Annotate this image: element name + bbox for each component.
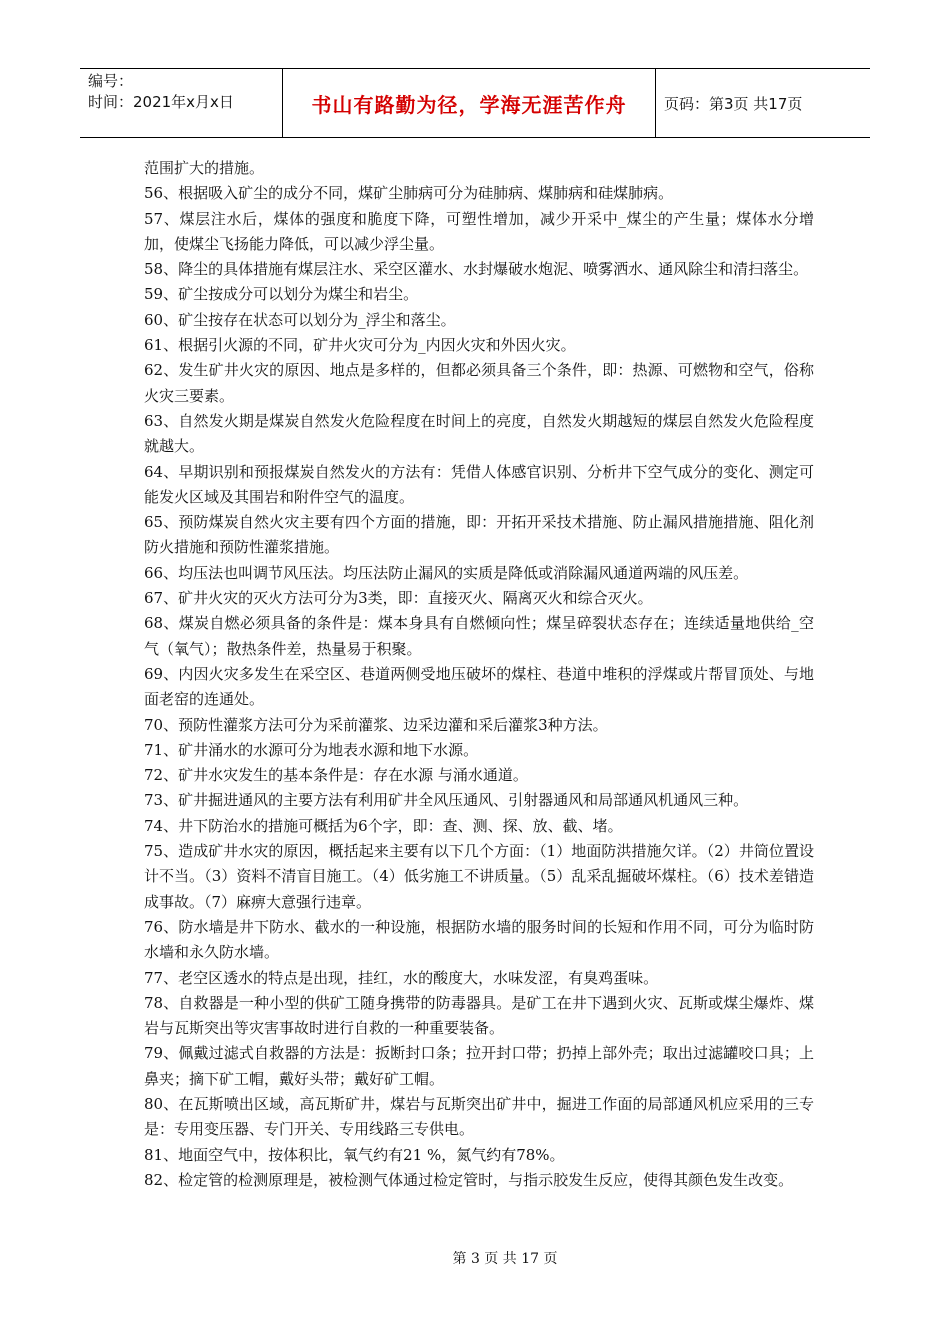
header-page-number: 页码：第3页 共17页 bbox=[664, 94, 803, 113]
paragraph: 66、均压法也叫调节风压法。均压法防止漏风的实质是降低或消除漏风通道两端的风压差。 bbox=[144, 563, 749, 582]
paragraph: 61、根据引火源的不同，矿井火灾可分为_内因火灾和外因火灾。 bbox=[144, 336, 576, 355]
paragraph: 71、矿井涌水的水源可分为地表水源和地下水源。 bbox=[144, 740, 479, 759]
paragraph: 75、造成矿井水灾的原因，概括起来主要有以下几个方面：（1）地面防洪措施欠详。（2）井筒位置设计不当。（3）资料不清盲目施工。（4）低劣施工不讲质量。（5）乱采乱掘破坏煤柱。（6）技术差错造成事故。（7）麻痹大意强行违章。 bbox=[144, 842, 814, 911]
paragraph: 62、发生矿井火灾的原因、地点是多样的，但都必须具备三个条件，即：热源、可燃物和空气，俗称火灾三要素。 bbox=[144, 361, 814, 405]
document-number-label: 编号： bbox=[88, 72, 134, 90]
paragraph: 81、地面空气中，按体积比，氧气约有21 %，氮气约有78%。 bbox=[144, 1145, 565, 1164]
document-body bbox=[144, 156, 814, 1193]
paragraph: 79、佩戴过滤式自救器的方法是：扳断封口条；拉开封口带；扔掉上部外壳；取出过滤罐咬口具；上鼻夹；摘下矿工帽，戴好头带；戴好矿工帽。 bbox=[144, 1044, 814, 1088]
paragraph: 68、煤炭自燃必须具备的条件是：煤本身具有自燃倾向性；煤呈碎裂状态存在；连续适量地供给_空气（氧气）；散热条件差，热量易于积聚。 bbox=[144, 614, 814, 658]
paragraph: 59、矿尘按成分可以划分为煤尘和岩尘。 bbox=[144, 285, 419, 304]
footer-page-number: 第 3 页 共 17 页 bbox=[452, 1251, 558, 1267]
paragraph: 78、自救器是一种小型的供矿工随身携带的防毒器具。是矿工在井下遇到火灾、瓦斯或煤尘爆炸、煤岩与瓦斯突出等灾害事故时进行自救的一种重要装备。 bbox=[144, 993, 814, 1038]
paragraph: 80、在瓦斯喷出区域，高瓦斯矿井，煤岩与瓦斯突出矿井中，掘进工作面的局部通风机应采用的三专是：专用变压器、专门开关、专用线路三专供电。 bbox=[144, 1094, 814, 1139]
paragraph: 60、矿尘按存在状态可以划分为_浮尘和落尘。 bbox=[144, 310, 456, 329]
document-date-label: 时间：2021年x月x日 bbox=[88, 93, 234, 111]
paragraph: 64、早期识别和预报煤炭自然发火的方法有：凭借人体感官识别、分析井下空气成分的变化、测定可能发火区域及其围岩和附件空气的温度。 bbox=[144, 462, 814, 506]
paragraph: 57、煤层注水后，煤体的强度和脆度下降，可塑性增加，减少开采中_煤尘的产生量；煤体水分增加，使煤尘飞扬能力降低，可以减少浮尘量。 bbox=[144, 209, 814, 253]
paragraph: 58、降尘的具体措施有煤层注水、采空区灌水、水封爆破水炮泥、喷雾洒水、通风除尘和清扫落尘。 bbox=[144, 260, 809, 279]
paragraph: 69、内因火灾多发生在采空区、巷道两侧受地压破坏的煤柱、巷道中堆积的浮煤或片帮冒顶处、与地面老窑的连通处。 bbox=[144, 664, 814, 709]
header-motto: 书山有路勤为径，学海无涯苦作舟 bbox=[283, 69, 656, 137]
paragraph: 63、自然发火期是煤炭自然发火危险程度在时间上的亮度，自然发火期越短的煤层自然发火危险程度就越大。 bbox=[144, 411, 814, 456]
paragraph: 73、矿井掘进通风的主要方法有利用矿井全风压通风、引射器通风和局部通风机通风三种。 bbox=[144, 791, 749, 810]
paragraph: 76、防水墙是井下防水、截水的一种设施，根据防水墙的服务时间的长短和作用不同，可分为临时防水墙和永久防水墙。 bbox=[144, 917, 814, 962]
paragraph: 82、检定管的检测原理是，被检测气体通过检定管时，与指示胶发生反应，使得其颜色发生改变。 bbox=[144, 1170, 794, 1189]
page-footer bbox=[0, 1248, 950, 1268]
paragraph: 77、老空区透水的特点是出现，挂红，水的酸度大，水味发涩，有臭鸡蛋味。 bbox=[144, 968, 659, 987]
paragraph: 70、预防性灌浆方法可分为采前灌浆、边采边灌和采后灌浆3种方法。 bbox=[144, 715, 608, 734]
paragraph: 74、井下防治水的措施可概括为6个字，即：查、测、探、放、截、堵。 bbox=[144, 816, 623, 835]
page-header bbox=[80, 68, 870, 138]
header-meta bbox=[80, 69, 283, 137]
paragraph: 范围扩大的措施。 bbox=[144, 159, 265, 177]
paragraph: 67、矿井火灾的灭火方法可分为3类，即：直接灭火、隔离灭火和综合灭火。 bbox=[144, 589, 653, 608]
paragraph: 72、矿井水灾发生的基本条件是：存在水源 与涌水通道。 bbox=[144, 766, 528, 785]
paragraph: 56、根据吸入矿尘的成分不同，煤矿尘肺病可分为硅肺病、煤肺病和硅煤肺病。 bbox=[144, 184, 674, 203]
paragraph: 65、预防煤炭自然火灾主要有四个方面的措施，即：开拓开采技术措施、防止漏风措施措施、阻化剂防火措施和预防性灌浆措施。 bbox=[144, 513, 814, 557]
